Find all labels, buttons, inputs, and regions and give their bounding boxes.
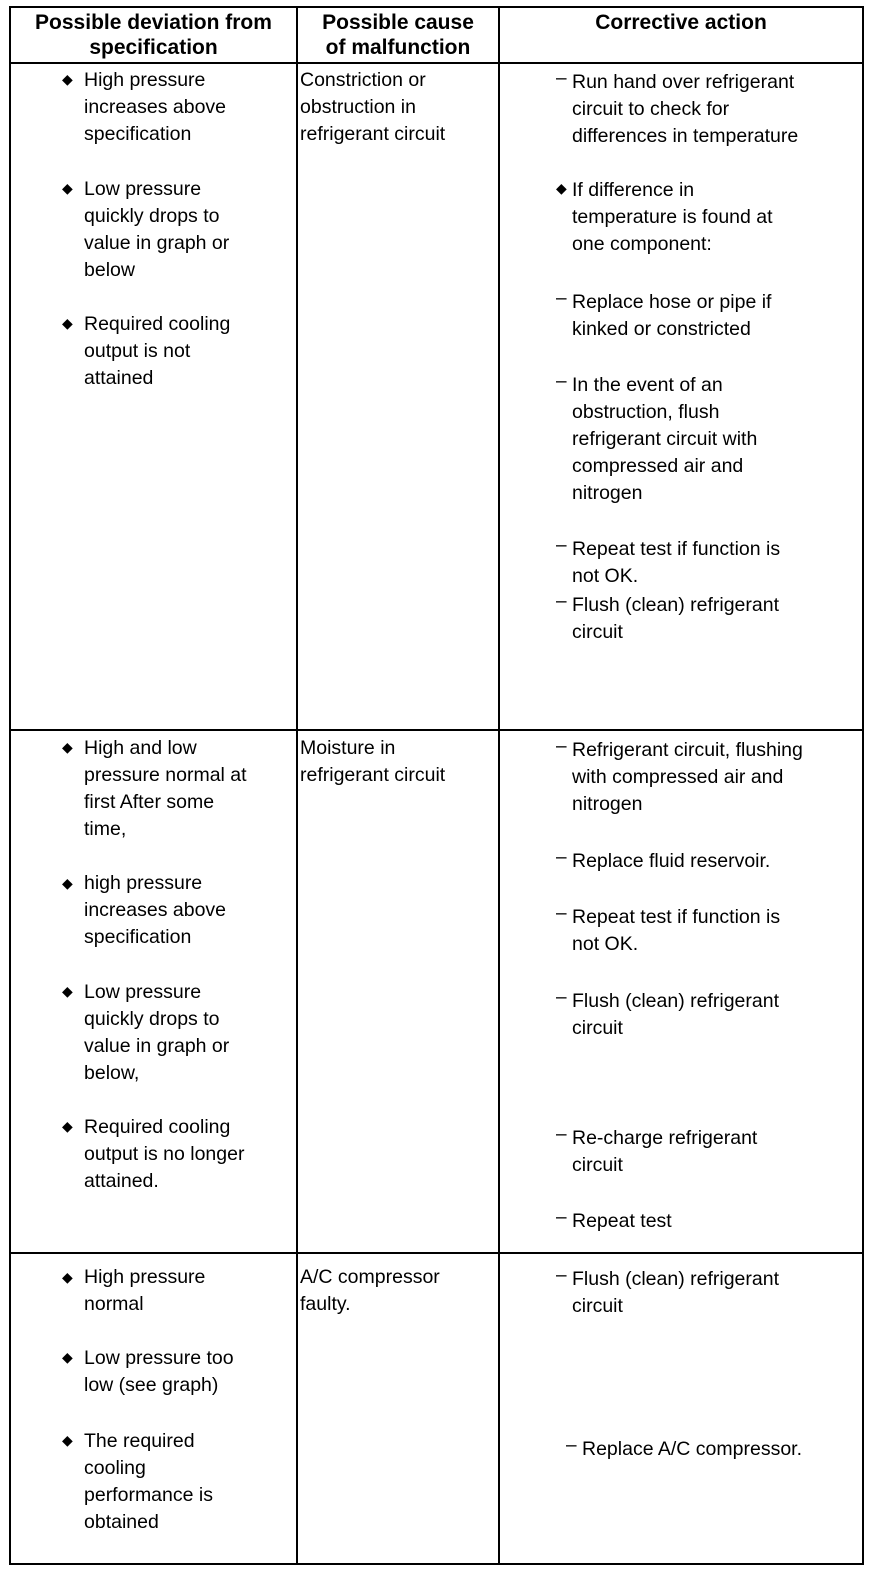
deviation-item: High pressure increases above specification — [84, 69, 227, 145]
cause-text: Constriction or obstruction in refrigerant circuit — [300, 69, 446, 145]
deviation-item: High pressure normal — [84, 1266, 206, 1315]
action-item: In the event of an obstruction, flush refrigerant circuit with compressed air and nitrogen — [572, 374, 758, 504]
bullet-icon: ◆ — [62, 739, 73, 755]
action-item: Replace hose or pipe if kinked or constricted — [572, 291, 772, 340]
bullet-icon: ◆ — [62, 983, 73, 999]
column-divider-2 — [498, 6, 500, 1565]
row-divider-1 — [9, 729, 864, 731]
column-divider-1 — [296, 6, 298, 1565]
action-item: Flush (clean) refrigerant circuit — [572, 990, 779, 1039]
dash-icon: – — [556, 1265, 567, 1286]
dash-icon: – — [556, 1207, 567, 1228]
action-item: Re-charge refrigerant circuit — [572, 1127, 758, 1176]
action-item: Repeat test if function is not OK. — [572, 906, 781, 955]
deviation-item: Low pressure quickly drops to value in graph or below, — [84, 981, 230, 1084]
bullet-icon: ◆ — [62, 180, 73, 196]
action-item: Replace fluid reservoir. — [572, 850, 771, 872]
deviation-item: Low pressure too low (see graph) — [84, 1347, 234, 1396]
header-deviation: Possible deviation from specification — [35, 11, 272, 59]
cause-text: A/C compressor faulty. — [300, 1266, 440, 1315]
action-item: Flush (clean) refrigerant circuit — [572, 1268, 779, 1317]
dash-icon: – — [566, 1435, 577, 1456]
dash-icon: – — [556, 288, 567, 309]
action-item: Refrigerant circuit, flushing with compressed air and nitrogen — [572, 739, 803, 815]
table-border-bottom — [9, 1563, 864, 1565]
deviation-item: The required cooling performance is obtained — [84, 1430, 213, 1533]
action-item: Repeat test if function is not OK. — [572, 538, 781, 587]
header-divider — [9, 62, 864, 64]
dash-icon: – — [556, 535, 567, 556]
bullet-icon: ◆ — [556, 180, 567, 196]
bullet-icon: ◆ — [62, 71, 73, 87]
dash-icon: – — [556, 591, 567, 612]
dash-icon: – — [556, 903, 567, 924]
dash-icon: – — [556, 1124, 567, 1145]
header-cause: Possible cause of malfunction — [322, 11, 474, 59]
cause-text: Moisture in refrigerant circuit — [300, 737, 446, 786]
dash-icon: – — [556, 847, 567, 868]
table-border-right — [862, 6, 864, 1565]
table-border-top — [9, 6, 864, 8]
dash-icon: – — [556, 987, 567, 1008]
bullet-icon: ◆ — [62, 1432, 73, 1448]
deviation-item: High and low pressure normal at first After some time, — [84, 737, 247, 840]
bullet-icon: ◆ — [62, 1269, 73, 1285]
action-item: If difference in temperature is found at one component: — [572, 179, 773, 255]
dash-icon: – — [556, 736, 567, 757]
deviation-item: high pressure increases above specification — [84, 872, 227, 948]
deviation-item: Low pressure quickly drops to value in graph or below — [84, 178, 230, 281]
header-action: Corrective action — [595, 11, 767, 34]
bullet-icon: ◆ — [62, 315, 73, 331]
action-item: Flush (clean) refrigerant circuit — [572, 594, 779, 643]
dash-icon: – — [556, 68, 567, 89]
dash-icon: – — [556, 371, 567, 392]
bullet-icon: ◆ — [62, 875, 73, 891]
row-divider-2 — [9, 1252, 864, 1254]
table-border-left — [9, 6, 11, 1565]
action-item: Run hand over refrigerant circuit to check for differences in temperature — [572, 71, 799, 147]
bullet-icon: ◆ — [62, 1349, 73, 1365]
action-item: Replace A/C compressor. — [582, 1438, 803, 1460]
deviation-item: Required cooling output is no longer attained. — [84, 1116, 245, 1192]
action-item: Repeat test — [572, 1210, 672, 1232]
deviation-item: Required cooling output is not attained — [84, 313, 231, 389]
bullet-icon: ◆ — [62, 1118, 73, 1134]
